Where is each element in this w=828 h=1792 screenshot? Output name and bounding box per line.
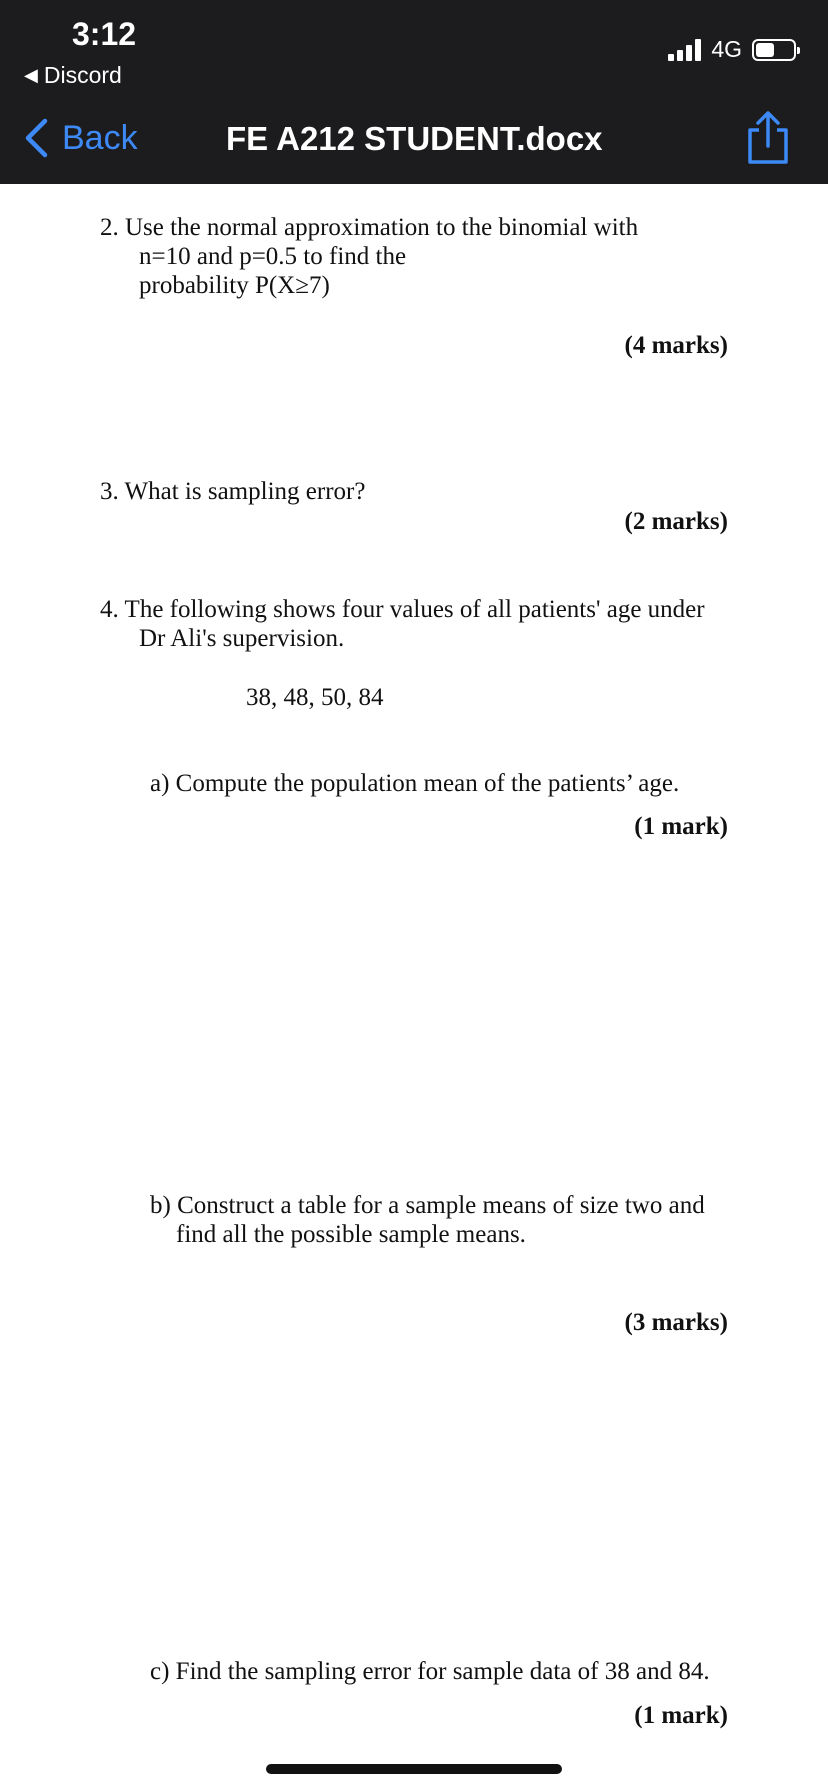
share-icon [744, 110, 792, 166]
q4-values: 38, 48, 50, 84 [246, 684, 384, 711]
q2-line2: n=10 and p=0.5 to find the [139, 243, 407, 270]
back-label: Back [62, 118, 138, 157]
q4b-line1: b) Construct a table for a sample means of size two and [150, 1192, 705, 1219]
cellular-signal-icon [668, 39, 701, 61]
q4c-text: c) Find the sampling error for sample data of 38 and 84. [150, 1658, 710, 1685]
document-content [0, 184, 828, 1744]
chevron-left-icon [24, 118, 48, 158]
q4-line1: 4. The following shows four values of all patients' age under [100, 596, 705, 623]
q3-line1: 3. What is sampling error? [100, 478, 366, 505]
q4b-marks: (3 marks) [624, 1309, 728, 1336]
q2-marks: (4 marks) [624, 332, 728, 359]
home-indicator[interactable] [266, 1764, 562, 1774]
q4a-marks: (1 mark) [634, 813, 728, 840]
network-type: 4G [711, 36, 742, 62]
back-to-app-button[interactable] [24, 62, 122, 89]
q3-marks: (2 marks) [624, 508, 728, 535]
q4c-marks: (1 mark) [634, 1702, 728, 1729]
share-button[interactable] [744, 110, 792, 166]
back-app-label: Discord [43, 62, 122, 88]
q4-line2: Dr Ali's supervision. [139, 625, 345, 652]
q2-line3: probability P(X≥7) [139, 272, 330, 299]
battery-icon [752, 39, 796, 61]
document-title: FE A212 STUDENT.docx [226, 120, 603, 157]
back-button[interactable] [24, 118, 138, 158]
q2-line1: 2. Use the normal approximation to the binomial with [100, 214, 639, 241]
top-bar [0, 0, 828, 184]
q4b-line2: find all the possible sample means. [176, 1221, 526, 1248]
back-triangle-icon: ◀ [24, 65, 38, 85]
status-time: 3:12 [72, 16, 137, 52]
status-indicators [668, 36, 796, 63]
q4a-text: a) Compute the population mean of the patients’ age. [150, 770, 680, 797]
